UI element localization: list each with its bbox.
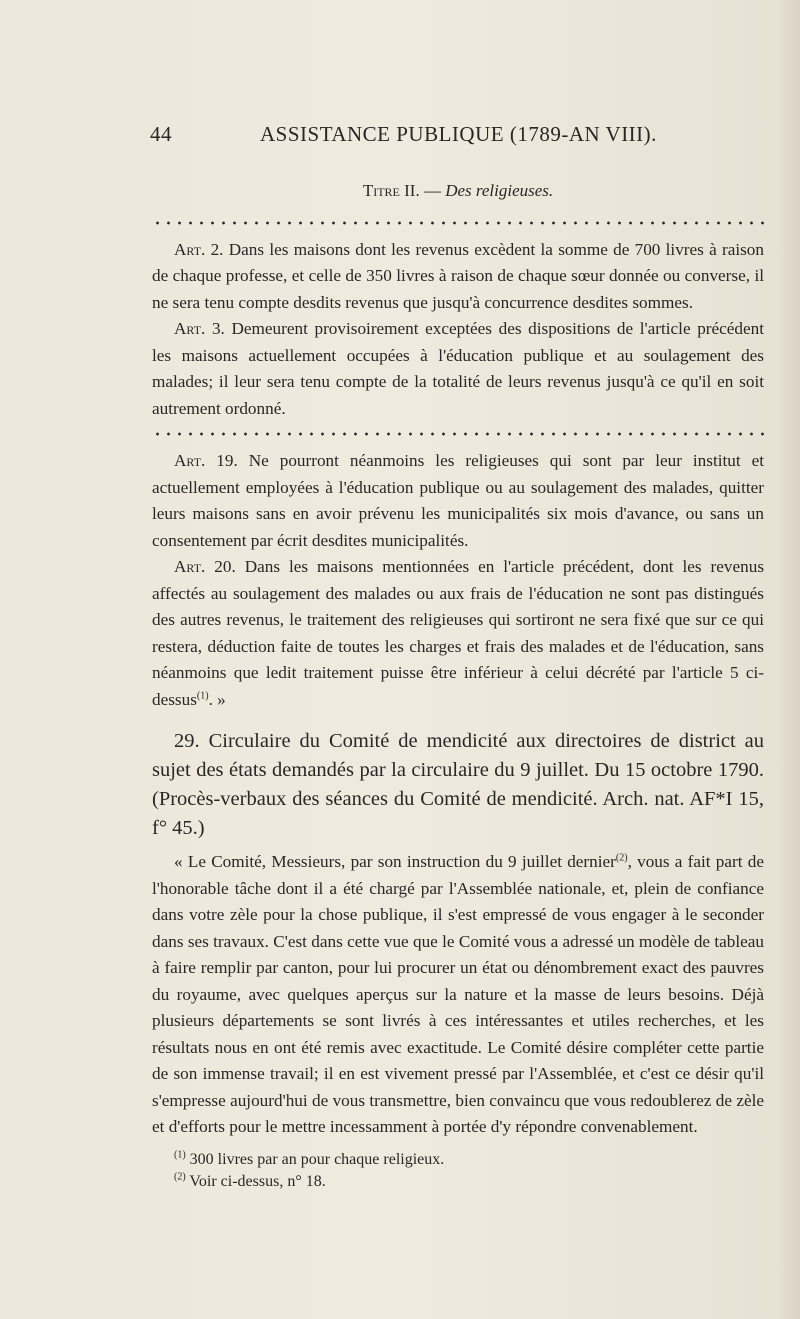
article-text: Dans les maisons dont les revenus excèdent la somme de 700 livres à raison de chaque professe, et celle de 350 livres à raison de chaque sœur donnée ou converse, il ne sera tenu compte desdits revenus que jusqu'à concurrence desdites sommes. bbox=[152, 239, 764, 312]
article-text: Demeurent provisoirement exceptées des dispositions de l'article précédent les maisons actuellement occupées à l'éducation publique et au soulagement des malades; il leur sera tenu compte de la totalité de leurs revenus jusqu'à ce qu'il en soit autrement ordonné. bbox=[152, 319, 765, 418]
article-label: Art. 19. bbox=[174, 451, 238, 470]
footnote bbox=[152, 1149, 764, 1171]
document-heading: 29. Circulaire du Comité de mendicité aux directoires de district au sujet des états demandés par la circulaire du 9 juillet. Du 15 octobre 1790. (Procès-verbaux des séances du Comité de mendicité. Arch. nat. AF*I 15, f° 45.) bbox=[152, 730, 764, 839]
footnote-ref: (2) bbox=[615, 852, 628, 864]
footnote bbox=[152, 1171, 764, 1193]
article-text: Ne pourront néanmoins les religieuses qui sont par leur institut et actuellement employées à l'éducation publique ou au soulagement des malades, quitter leurs maisons sans en avoir prévenu les municipalités six mois d'avance, ou sans un consentement par écrit desdites municipalités. bbox=[152, 451, 765, 550]
section-title bbox=[152, 178, 764, 205]
letter-open: « Le Comité, Messieurs, par son instruction du 9 juillet dernier bbox=[174, 852, 616, 871]
section-label: Titre bbox=[362, 181, 400, 200]
article-paragraph bbox=[152, 554, 764, 713]
ellipsis-divider bbox=[152, 217, 764, 229]
section-name: Des religieuses. bbox=[445, 181, 554, 200]
article-label: Art. 2. bbox=[174, 239, 224, 259]
article-tail: . » bbox=[208, 689, 226, 709]
article-label: Art. 3. bbox=[174, 319, 225, 338]
article-paragraph bbox=[152, 237, 764, 317]
letter-paragraph bbox=[152, 849, 764, 1141]
footnote-text: 300 livres par an pour chaque religieux. bbox=[189, 1150, 445, 1168]
article-label: Art. 20. bbox=[174, 557, 236, 576]
article-text: Dans les maisons mentionnées en l'article précédent, dont les revenus affectés au soulagement des malades ou aux frais de l'éducation ne sont pas distingués des autres revenus, le traitement des religieuses qui sortiront ne sera fixé que sur ce qui restera, déduction faite de toutes les charges et frais des malades et de l'éducation, sans néanmoins que ledit traitement puisse être inférieur à celui décrété par l'article 5 ci-dessus bbox=[152, 557, 765, 709]
page-body bbox=[152, 178, 764, 1193]
footnote-mark: (2) bbox=[174, 1171, 186, 1183]
footnote-mark: (1) bbox=[174, 1149, 186, 1161]
section-number: II. bbox=[404, 181, 420, 200]
page-number: 44 bbox=[150, 122, 172, 146]
article-paragraph bbox=[152, 316, 764, 422]
running-head bbox=[150, 122, 710, 152]
section-dash: — bbox=[423, 181, 441, 200]
letter-text: , vous a fait part de l'honorable tâche dont il a été chargé par l'Assemblée nationale, et, plein de confiance dans votre zèle pour la chose publique, il s'est empressé de vous engager à le seconder dans ses travaux. C'est dans cette vue que le Comité vous a adressé un modèle de tableau à faire remplir par canton, pour lui procurer un état ou dénombrement exact des pauvres du royaume, avec quelques aperçus sur la nature et la masse de leurs besoins. Déjà plusieurs départements se sont livrés à ces intéressantes et utiles recherches, et les résultats nous en ont été remis avec exactitude. Le Comité désire compléter cette partie de son immense travail; il en est vivement pressé par l'Assemblée, et c'est ce désir qu'il s'empresse aujourd'hui de vous transmettre, bien convaincu que vous redoublerez de zèle et d'efforts pour le mettre incessamment à portée d'y répondre convenablement. bbox=[152, 852, 764, 1136]
ellipsis-divider bbox=[152, 428, 764, 440]
running-title: ASSISTANCE PUBLIQUE (1789-AN VIII). bbox=[260, 122, 657, 146]
footnote-text: Voir ci-dessus, n° 18. bbox=[189, 1172, 326, 1190]
footnote-ref: (1) bbox=[196, 689, 209, 701]
footnotes bbox=[152, 1149, 764, 1193]
article-paragraph bbox=[152, 448, 764, 554]
